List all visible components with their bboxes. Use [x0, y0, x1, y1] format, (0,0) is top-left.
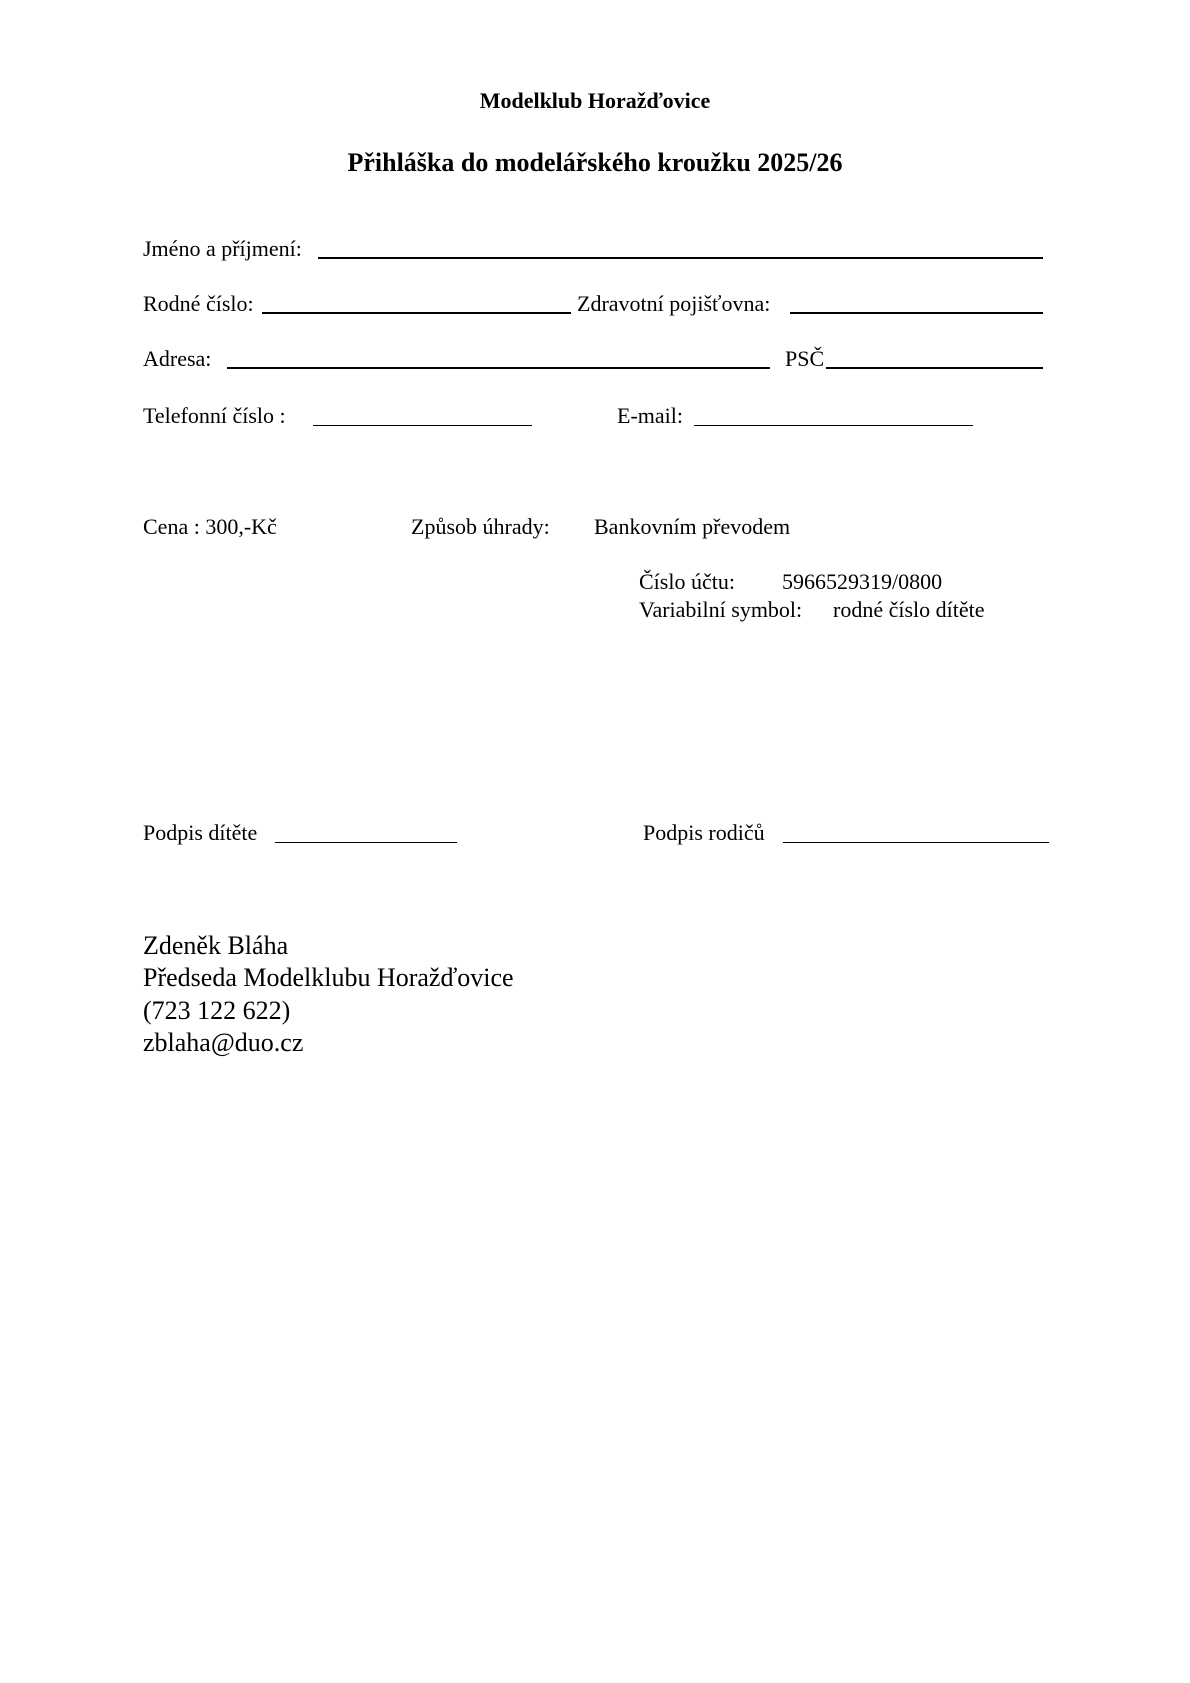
phone-label: Telefonní číslo :	[143, 403, 286, 428]
postcode-label: PSČ	[785, 346, 825, 371]
child-signature-label: Podpis dítěte	[143, 820, 258, 845]
contact-role: Předseda Modelklubu Horažďovice	[143, 963, 514, 992]
birth-number-label: Rodné číslo:	[143, 291, 254, 316]
parents-signature-field[interactable]	[783, 842, 1049, 843]
variable-symbol-value: rodné číslo dítěte	[833, 597, 985, 622]
name-label: Jméno a příjmení:	[143, 236, 302, 261]
price-text: Cena : 300,-Kč	[143, 514, 277, 539]
form-title: Přihláška do modelářského kroužku 2025/26	[347, 148, 843, 177]
variable-symbol-label: Variabilní symbol:	[639, 597, 803, 622]
insurance-field[interactable]	[790, 312, 1043, 314]
parents-signature-label: Podpis rodičů	[643, 820, 765, 845]
contact-name: Zdeněk Bláha	[143, 931, 289, 960]
child-signature-field[interactable]	[275, 842, 457, 843]
postcode-field[interactable]	[826, 367, 1043, 369]
contact-email: zblaha@duo.cz	[143, 1028, 304, 1057]
birth-number-field[interactable]	[262, 312, 571, 314]
account-label: Číslo účtu:	[639, 569, 735, 594]
email-label: E-mail:	[617, 403, 683, 428]
contact-phone: (723 122 622)	[143, 996, 291, 1025]
phone-field[interactable]	[313, 425, 532, 426]
account-number: 5966529319/0800	[782, 569, 943, 594]
address-field[interactable]	[227, 367, 770, 369]
email-field[interactable]	[694, 425, 973, 426]
club-name: Modelklub Horažďovice	[479, 88, 711, 113]
name-field[interactable]	[318, 257, 1043, 259]
address-label: Adresa:	[143, 346, 212, 371]
insurance-label: Zdravotní pojišťovna:	[577, 291, 771, 316]
payment-method-value: Bankovním převodem	[594, 514, 791, 539]
payment-method-label: Způsob úhrady:	[411, 514, 550, 539]
